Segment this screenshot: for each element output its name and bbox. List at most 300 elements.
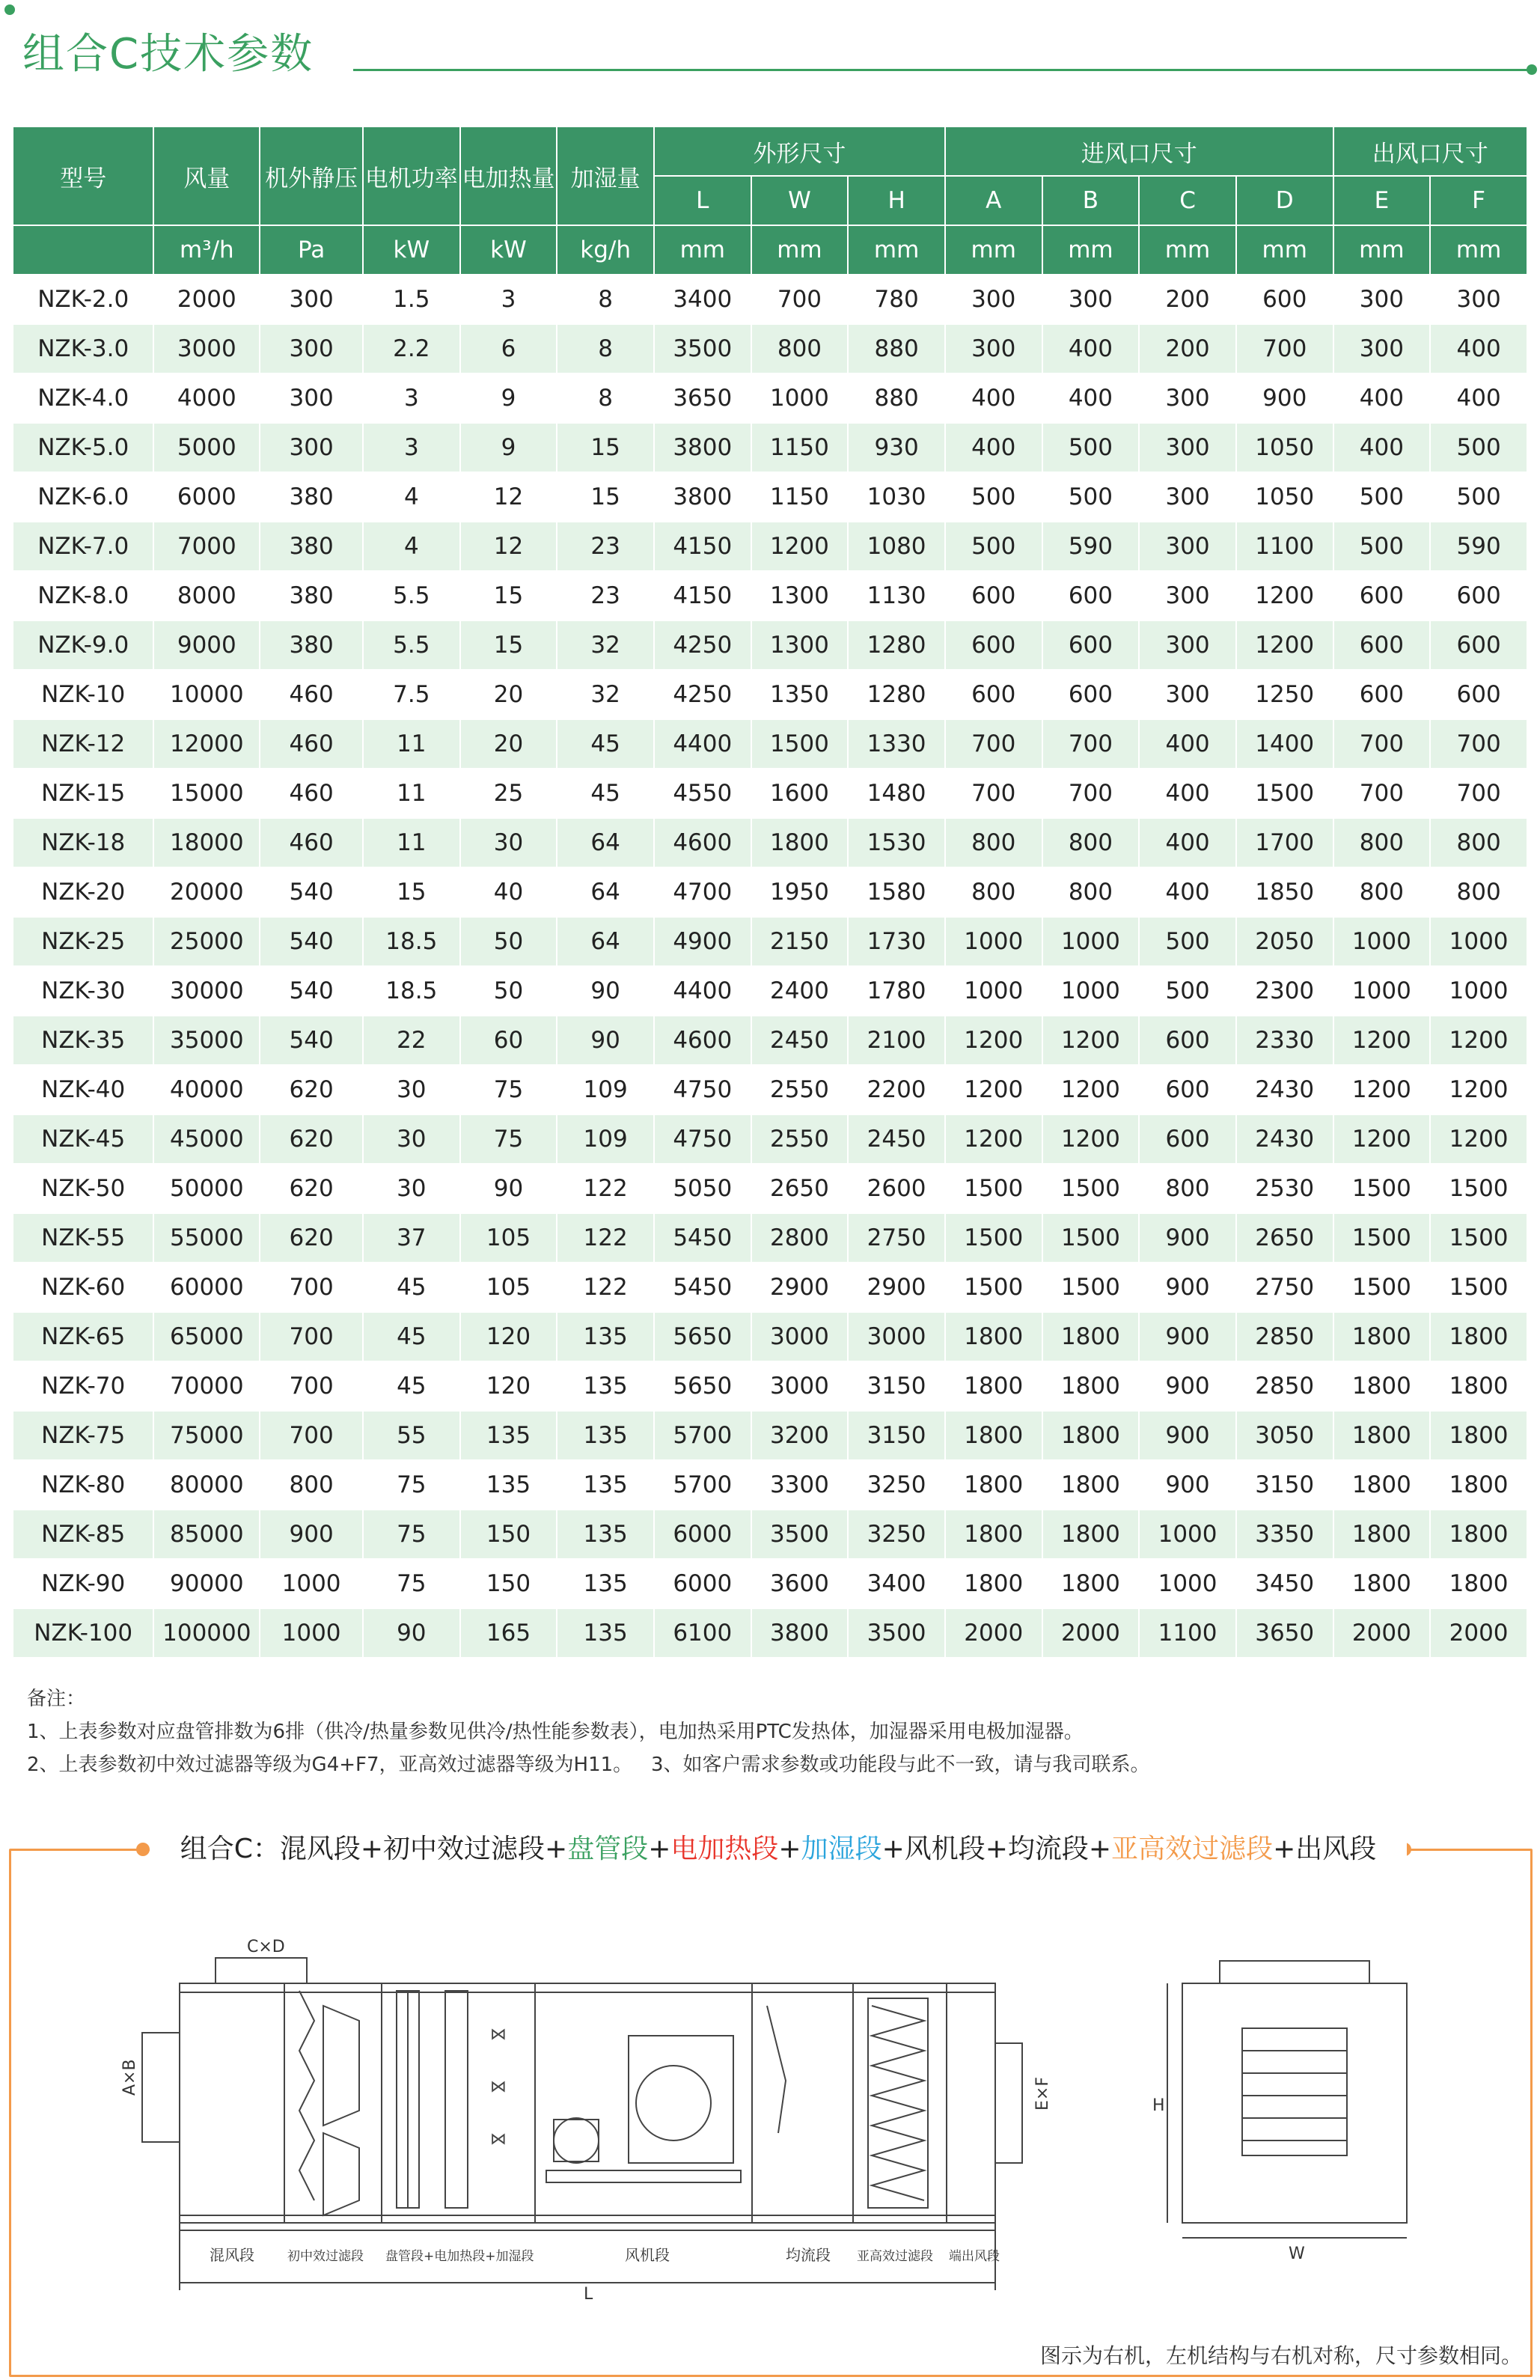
heater-panel (445, 1991, 468, 2208)
table-cell: 300 (1139, 522, 1236, 571)
table-cell: 1500 (945, 1263, 1042, 1312)
combo-hepa: 亚高效过滤段 (1111, 1834, 1274, 1864)
table-cell: 700 (945, 719, 1042, 769)
table-cell: 700 (1333, 769, 1431, 818)
dim-h: H (1152, 2096, 1165, 2115)
table-cell: 500 (1042, 472, 1140, 522)
section-label: 盘管段+电加热段+加湿段 (385, 2249, 534, 2264)
table-cell: 500 (1139, 917, 1236, 966)
table-cell: 25 (460, 769, 557, 818)
table-cell: 1800 (1042, 1361, 1140, 1411)
table-cell: 165 (460, 1608, 557, 1658)
table-cell: 800 (1333, 818, 1431, 867)
table-cell: 1800 (945, 1559, 1042, 1608)
table-cell: 1200 (1042, 1065, 1140, 1114)
table-cell: 5700 (654, 1460, 751, 1510)
table-cell: 3200 (751, 1411, 849, 1460)
notes-line1: 1、上表参数对应盘管排数为6排（供冷/热量参数见供冷/热性能参数表），电加热采用PTC发热体，加湿器采用电极加湿器。 (27, 1721, 1084, 1743)
table-cell: 2850 (1236, 1312, 1333, 1361)
model-cell: NZK-12 (13, 719, 153, 769)
table-cell: 1500 (1333, 1213, 1431, 1263)
table-cell: 300 (1139, 373, 1236, 423)
table-cell: 3450 (1236, 1559, 1333, 1608)
table-cell: 1800 (1333, 1411, 1431, 1460)
model-cell: NZK-40 (13, 1065, 153, 1114)
motor (554, 2118, 599, 2163)
side-view-body (1182, 1983, 1407, 2223)
table-cell: 135 (460, 1460, 557, 1510)
table-cell: 5050 (654, 1164, 751, 1213)
table-cell: 380 (260, 620, 363, 670)
table-cell: 135 (557, 1559, 654, 1608)
table-cell: 4900 (654, 917, 751, 966)
table-row (13, 423, 1527, 472)
table-row (13, 522, 1527, 571)
table-cell: 620 (260, 1114, 363, 1164)
table-cell: 22 (363, 1016, 460, 1065)
table-cell: 9000 (153, 620, 260, 670)
table-cell: 65000 (153, 1312, 260, 1361)
table-cell: 60 (460, 1016, 557, 1065)
table-cell: 4400 (654, 966, 751, 1016)
table-cell: 1250 (1236, 670, 1333, 719)
combo-suffix: +出风段 (1273, 1834, 1377, 1864)
table-cell: 2750 (1236, 1263, 1333, 1312)
table-cell: 18.5 (363, 966, 460, 1016)
table-cell: 1800 (1042, 1559, 1140, 1608)
model-cell: NZK-75 (13, 1411, 153, 1460)
table-row (13, 1608, 1527, 1658)
table-cell: 109 (557, 1065, 654, 1114)
header-humid: 加湿量 (557, 126, 654, 225)
table-cell: 1400 (1236, 719, 1333, 769)
table-cell: 90 (460, 1164, 557, 1213)
unit-airflow: m³/h (153, 225, 260, 275)
table-cell: 780 (848, 275, 945, 324)
table-cell: 600 (1042, 620, 1140, 670)
table-cell: 300 (1333, 275, 1431, 324)
table-cell: 900 (1139, 1213, 1236, 1263)
table-cell: 300 (1139, 620, 1236, 670)
table-cell: 1200 (945, 1114, 1042, 1164)
table-cell: 1050 (1236, 423, 1333, 472)
table-cell: 3800 (751, 1608, 849, 1658)
table-cell: 5.5 (363, 571, 460, 620)
table-cell: 500 (945, 472, 1042, 522)
table-cell: 1030 (848, 472, 945, 522)
table-cell: 1500 (1042, 1164, 1140, 1213)
combo-heater: 电加热段 (670, 1834, 779, 1864)
table-cell: 3 (363, 423, 460, 472)
dim-l: L (584, 2285, 593, 2304)
table-cell: 4700 (654, 867, 751, 917)
unit-dim: mm (1430, 225, 1527, 275)
table-cell: 1800 (1333, 1559, 1431, 1608)
table-cell: 600 (1430, 670, 1527, 719)
table-row (13, 1312, 1527, 1361)
table-cell: 1500 (1430, 1263, 1527, 1312)
table-cell: 90 (557, 966, 654, 1016)
table-cell: 1500 (1333, 1263, 1431, 1312)
table-cell: 2.2 (363, 324, 460, 373)
table-cell: 1000 (1430, 917, 1527, 966)
table-cell: 12 (460, 472, 557, 522)
table-cell: 150 (460, 1559, 557, 1608)
table-cell: 400 (1430, 373, 1527, 423)
table-cell: 7000 (153, 522, 260, 571)
table-cell: 4600 (654, 818, 751, 867)
table-cell: 2000 (945, 1608, 1042, 1658)
table-cell: 8000 (153, 571, 260, 620)
table-cell: 4150 (654, 522, 751, 571)
title-underline-dot-right (1527, 64, 1537, 75)
table-cell: 135 (557, 1361, 654, 1411)
notes (27, 1682, 1150, 1781)
subheader-h: H (848, 176, 945, 225)
table-cell: 1200 (1042, 1016, 1140, 1065)
table-row (13, 571, 1527, 620)
table-cell: 1800 (1042, 1460, 1140, 1510)
svg-text:⋈: ⋈ (490, 2025, 507, 2044)
table-cell: 1200 (1042, 1114, 1140, 1164)
subheader-c: C (1139, 176, 1236, 225)
table-cell: 60000 (153, 1263, 260, 1312)
table-cell: 1500 (1236, 769, 1333, 818)
table-cell: 900 (1139, 1411, 1236, 1460)
table-cell: 2900 (751, 1263, 849, 1312)
table-cell: 400 (1333, 373, 1431, 423)
table-cell: 2650 (751, 1164, 849, 1213)
table-cell: 1500 (1430, 1213, 1527, 1263)
table-cell: 7.5 (363, 670, 460, 719)
table-cell: 3050 (1236, 1411, 1333, 1460)
table-cell: 50000 (153, 1164, 260, 1213)
table-cell: 8 (557, 324, 654, 373)
table-cell: 600 (1333, 620, 1431, 670)
table-cell: 800 (1430, 867, 1527, 917)
table-cell: 400 (945, 373, 1042, 423)
table-cell: 1.5 (363, 275, 460, 324)
table-cell: 1150 (751, 423, 849, 472)
table-cell: 2530 (1236, 1164, 1333, 1213)
table-cell: 3300 (751, 1460, 849, 1510)
table-cell: 200 (1139, 275, 1236, 324)
table-cell: 32 (557, 620, 654, 670)
table-cell: 3500 (848, 1608, 945, 1658)
side-inlet (142, 2033, 180, 2142)
table-cell: 4750 (654, 1114, 751, 1164)
table-cell: 500 (1333, 472, 1431, 522)
table-row (13, 867, 1527, 917)
model-cell: NZK-15 (13, 769, 153, 818)
table-cell: 120 (460, 1361, 557, 1411)
table-cell: 300 (260, 373, 363, 423)
diffuser (767, 2006, 786, 2133)
table-cell: 11 (363, 719, 460, 769)
header-outer: 外形尺寸 (654, 126, 945, 176)
table-cell: 700 (260, 1312, 363, 1361)
table-cell: 1200 (1430, 1065, 1527, 1114)
table-cell: 1200 (751, 522, 849, 571)
table-row (13, 1559, 1527, 1608)
table-row (13, 1213, 1527, 1263)
subheader-l: L (654, 176, 751, 225)
table-cell: 55 (363, 1411, 460, 1460)
table-cell: 300 (1333, 324, 1431, 373)
table-cell: 460 (260, 670, 363, 719)
table-cell: 540 (260, 966, 363, 1016)
table-cell: 55000 (153, 1213, 260, 1263)
unit-dim: mm (848, 225, 945, 275)
table-cell: 2550 (751, 1065, 849, 1114)
table-cell: 1800 (1430, 1559, 1527, 1608)
table-cell: 300 (1042, 275, 1140, 324)
unit-heater: kW (460, 225, 557, 275)
table-cell: 4 (363, 522, 460, 571)
table-cell: 800 (1139, 1164, 1236, 1213)
table-cell: 6100 (654, 1608, 751, 1658)
table-cell: 800 (260, 1460, 363, 1510)
prefilter (299, 1991, 314, 2200)
model-cell: NZK-45 (13, 1114, 153, 1164)
table-cell: 1000 (1333, 917, 1431, 966)
table-row (13, 373, 1527, 423)
table-cell: 1800 (751, 818, 849, 867)
table-cell: 400 (1430, 324, 1527, 373)
model-cell: NZK-25 (13, 917, 153, 966)
table-cell: 135 (557, 1460, 654, 1510)
table-cell: 500 (1139, 966, 1236, 1016)
table-row (13, 620, 1527, 670)
table-cell: 1500 (1333, 1164, 1431, 1213)
table-cell: 3350 (1236, 1510, 1333, 1559)
table-cell: 1800 (1333, 1510, 1431, 1559)
table-cell: 2000 (1333, 1608, 1431, 1658)
fan-wheel (636, 2066, 711, 2141)
table-cell: 800 (1430, 818, 1527, 867)
table-cell: 1000 (1139, 1510, 1236, 1559)
table-row (13, 1164, 1527, 1213)
table-cell: 135 (557, 1312, 654, 1361)
table-cell: 40 (460, 867, 557, 917)
table-cell: 600 (1139, 1114, 1236, 1164)
table-cell: 2430 (1236, 1114, 1333, 1164)
table-cell: 5.5 (363, 620, 460, 670)
model-cell: NZK-65 (13, 1312, 153, 1361)
table-cell: 1130 (848, 571, 945, 620)
table-cell: 2100 (848, 1016, 945, 1065)
table-cell: 5650 (654, 1361, 751, 1411)
header-motor: 电机功率 (363, 126, 460, 225)
table-cell: 1500 (1042, 1213, 1140, 1263)
table-cell: 700 (1042, 719, 1140, 769)
svg-text:⋈: ⋈ (490, 2078, 507, 2096)
table-cell: 900 (1139, 1460, 1236, 1510)
table-cell: 1100 (1236, 522, 1333, 571)
unit-body (180, 1983, 995, 2223)
subheader-f: F (1430, 176, 1527, 225)
table-cell: 3000 (751, 1312, 849, 1361)
table-cell: 122 (557, 1164, 654, 1213)
table-cell: 8 (557, 373, 654, 423)
combo-title (150, 1828, 1407, 1866)
table-cell: 700 (260, 1411, 363, 1460)
table-cell: 1800 (945, 1361, 1042, 1411)
table-cell: 1800 (1042, 1411, 1140, 1460)
table-cell: 20 (460, 670, 557, 719)
section-label: 初中效过滤段 (287, 2249, 364, 2264)
table-row (13, 1263, 1527, 1312)
table-cell: 50 (460, 966, 557, 1016)
table-row (13, 1361, 1527, 1411)
table-cell: 540 (260, 867, 363, 917)
table-cell: 1730 (848, 917, 945, 966)
table-cell: 64 (557, 917, 654, 966)
model-cell: NZK-5.0 (13, 423, 153, 472)
table-cell: 75 (363, 1460, 460, 1510)
table-cell: 1800 (1430, 1411, 1527, 1460)
table-cell: 2450 (751, 1016, 849, 1065)
table-cell: 90 (363, 1608, 460, 1658)
model-cell: NZK-35 (13, 1016, 153, 1065)
unit-humid: kg/h (557, 225, 654, 275)
combo-plus1: + (648, 1834, 671, 1864)
table-cell: 1200 (1236, 620, 1333, 670)
table-cell: 3400 (848, 1559, 945, 1608)
model-cell: NZK-3.0 (13, 324, 153, 373)
table-cell: 600 (1042, 571, 1140, 620)
side-view-louver (1242, 2028, 1347, 2155)
table-cell: 900 (260, 1510, 363, 1559)
model-cell: NZK-85 (13, 1510, 153, 1559)
table-cell: 1200 (1333, 1114, 1431, 1164)
table-cell: 1150 (751, 472, 849, 522)
table-cell: 600 (1430, 571, 1527, 620)
table-cell: 1000 (1333, 966, 1431, 1016)
table-cell: 1200 (1333, 1065, 1431, 1114)
header-model-blank (13, 225, 153, 275)
table-cell: 620 (260, 1164, 363, 1213)
svg-text:⋈: ⋈ (490, 2130, 507, 2149)
table-cell: 3500 (751, 1510, 849, 1559)
model-cell: NZK-9.0 (13, 620, 153, 670)
table-cell: 800 (1042, 867, 1140, 917)
combo-mid: +风机段+均流段+ (881, 1834, 1112, 1864)
table-cell: 5650 (654, 1312, 751, 1361)
table-cell: 3000 (153, 324, 260, 373)
unit-dim: mm (1236, 225, 1333, 275)
table-cell: 600 (1333, 670, 1431, 719)
table-cell: 400 (1042, 324, 1140, 373)
table-cell: 2430 (1236, 1065, 1333, 1114)
header-inlet: 进风口尺寸 (945, 126, 1333, 176)
section-label: 端出风段 (949, 2249, 1000, 2264)
model-cell: NZK-90 (13, 1559, 153, 1608)
top-inlet (216, 1958, 307, 1983)
table-cell: 135 (557, 1411, 654, 1460)
table-cell: 400 (1139, 769, 1236, 818)
table-cell: 460 (260, 818, 363, 867)
table-cell: 400 (945, 423, 1042, 472)
table-cell: 1200 (945, 1016, 1042, 1065)
table-cell: 590 (1042, 522, 1140, 571)
table-cell: 75 (363, 1510, 460, 1559)
table-cell: 400 (1042, 373, 1140, 423)
table-cell: 800 (751, 324, 849, 373)
table-cell: 1300 (751, 620, 849, 670)
table-cell: 3000 (751, 1361, 849, 1411)
table-cell: 1950 (751, 867, 849, 917)
subheader-a: A (945, 176, 1042, 225)
side-outlet (995, 2043, 1022, 2163)
table-cell: 15 (363, 867, 460, 917)
table-cell: 3250 (848, 1460, 945, 1510)
table-cell: 200 (1139, 324, 1236, 373)
table-cell: 3 (460, 275, 557, 324)
table-cell: 300 (1139, 571, 1236, 620)
unit-motor: kW (363, 225, 460, 275)
table-cell: 6000 (153, 472, 260, 522)
table-cell: 2450 (848, 1114, 945, 1164)
table-cell: 9 (460, 423, 557, 472)
table-cell: 2650 (1236, 1213, 1333, 1263)
table-row (13, 769, 1527, 818)
table-cell: 4 (363, 472, 460, 522)
table-cell: 1000 (260, 1559, 363, 1608)
table-row (13, 966, 1527, 1016)
dim-w: W (1289, 2245, 1305, 2263)
table-cell: 500 (1042, 423, 1140, 472)
model-cell: NZK-55 (13, 1213, 153, 1263)
table-cell: 400 (1139, 818, 1236, 867)
dim-ab: A×B (120, 2059, 139, 2096)
table-cell: 1000 (945, 966, 1042, 1016)
dim-cd: C×D (247, 1938, 285, 1956)
table-cell: 15 (460, 571, 557, 620)
table-cell: 3500 (654, 324, 751, 373)
combo-dot-left (136, 1843, 150, 1856)
table-cell: 2050 (1236, 917, 1333, 966)
table-cell: 1280 (848, 670, 945, 719)
table-cell: 700 (1333, 719, 1431, 769)
table-cell: 122 (557, 1213, 654, 1263)
table-cell: 500 (1430, 472, 1527, 522)
table-cell: 3800 (654, 423, 751, 472)
title-underline-dot-left (4, 4, 15, 15)
table-cell: 930 (848, 423, 945, 472)
table-cell: 1800 (945, 1510, 1042, 1559)
table-cell: 150 (460, 1510, 557, 1559)
table-cell: 5450 (654, 1263, 751, 1312)
table-cell: 1800 (1430, 1361, 1527, 1411)
table-cell: 600 (945, 571, 1042, 620)
table-cell: 500 (1430, 423, 1527, 472)
table-cell: 300 (260, 275, 363, 324)
table-cell: 3650 (654, 373, 751, 423)
table-cell: 1800 (945, 1312, 1042, 1361)
table-cell: 109 (557, 1114, 654, 1164)
table-cell: 1780 (848, 966, 945, 1016)
table-row (13, 275, 1527, 324)
table-cell: 1800 (1042, 1312, 1140, 1361)
header-outlet: 出风口尺寸 (1333, 126, 1527, 176)
table-cell: 4150 (654, 571, 751, 620)
unit-dim: mm (1042, 225, 1140, 275)
table-cell: 2300 (1236, 966, 1333, 1016)
table-cell: 20 (460, 719, 557, 769)
section-label: 亚高效过滤段 (857, 2249, 933, 2264)
table-row (13, 1510, 1527, 1559)
